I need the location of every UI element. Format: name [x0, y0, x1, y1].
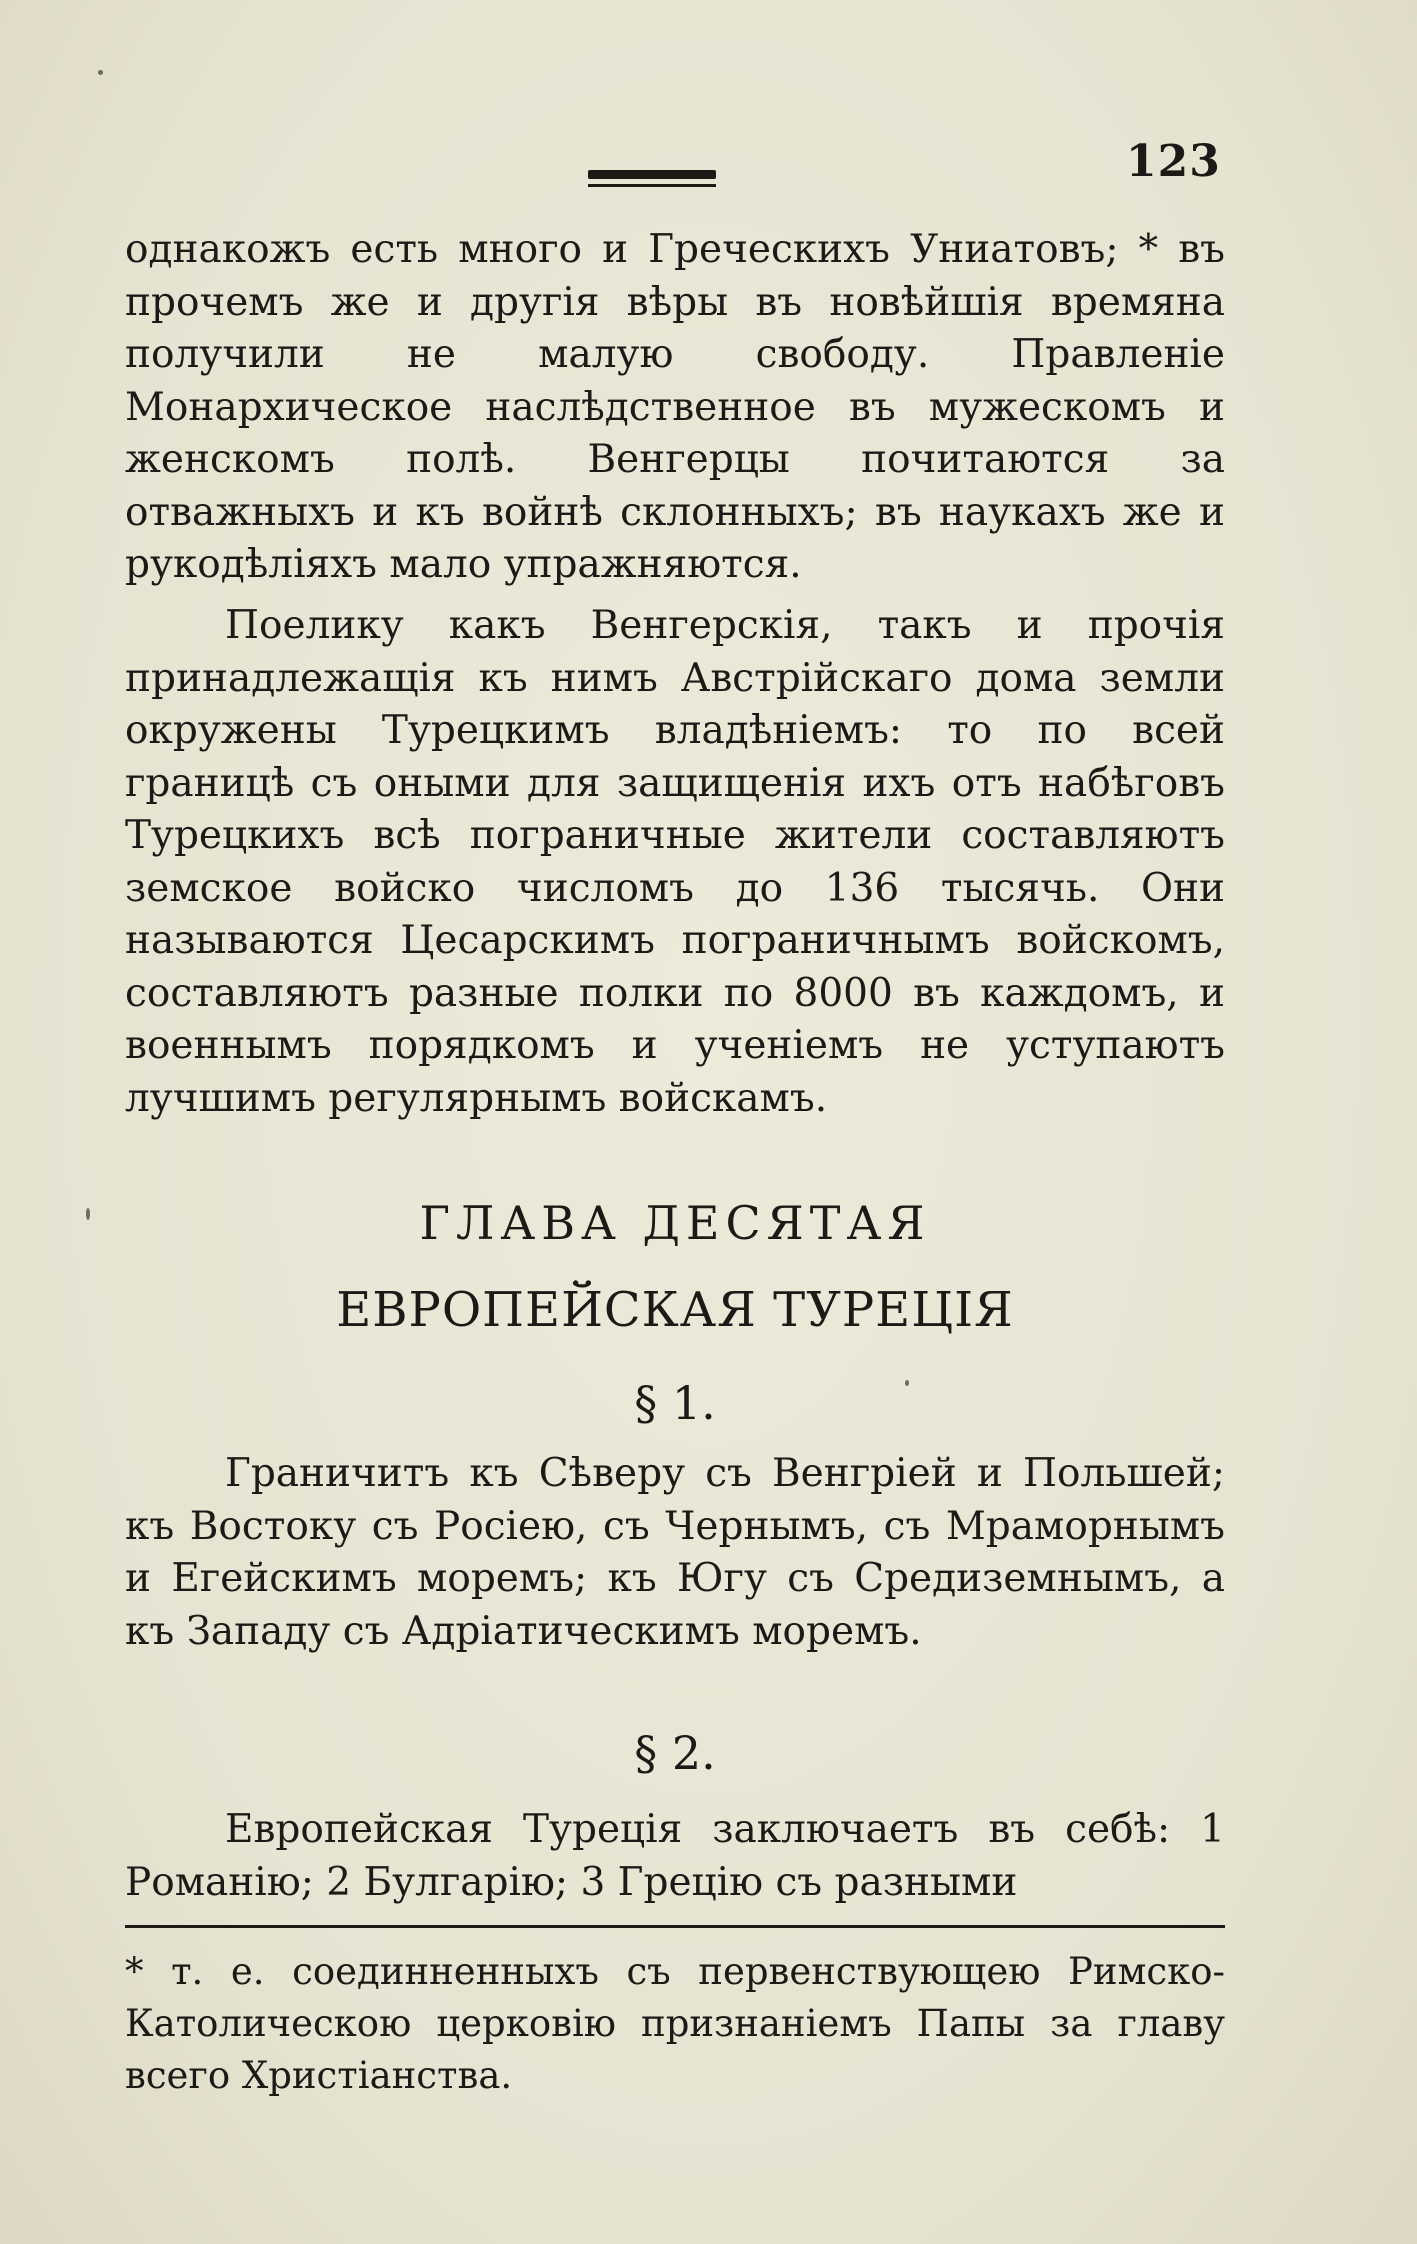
paragraph: Поелику какъ Венгерскія, такъ и прочія принадлежащія къ нимъ Австрійскаго дома земли окружены Турецкимъ владѣніемъ: то по всей границѣ съ оными для защищенія ихъ отъ набѣговъ Турецкихъ всѣ пограничные жители составляютъ земское войско числомъ до 136 тысячь. Они называются Цесарскимъ пограничнымъ войскомъ, составляютъ разные полки по 8000 въ каждомъ, и военнымъ порядкомъ и ученіемъ не уступаютъ лучшимъ регулярнымъ войскамъ. — [125, 603, 1225, 1121]
paragraph: однакожъ есть много и Греческихъ Униатовъ; * въ прочемъ же и другія вѣры въ новѣйшія времяна получили не малую свободу. Правленіе Монархическое наслѣдственное въ мужескомъ и женскомъ полѣ. Венгерцы почитаются за отважныхъ и къ войнѣ склонныхъ; въ наукахъ же и рукодѣліяхъ мало упражняются. — [125, 227, 1225, 587]
paper-speck — [86, 1208, 90, 1220]
footnote-text: * т. е. соединненныхъ съ первенствующею Римско-Католическою церковію признаніемъ Папы за главу всего Христіанства. — [125, 1950, 1225, 2097]
body-text-borders — [125, 600, 1225, 1125]
footnote-rule — [125, 1925, 1225, 1928]
section-2-text — [125, 1804, 1225, 1909]
page-number: 123 — [1126, 136, 1221, 187]
paragraph: Граничитъ къ Сѣверу съ Венгріей и Польшей; къ Востоку съ Росіею, съ Чернымъ, съ Мраморнымъ и Егейскимъ моремъ; къ Югу съ Средиземнымъ, а къ Западу съ Адріатическимъ моремъ. — [125, 1451, 1225, 1654]
paragraph: Европейская Турецiя заключаетъ въ себѣ: 1 Романію; 2 Булгарію; 3 Грецію съ разными — [125, 1807, 1225, 1905]
section-title: ЕВРОПЕЙСКАЯ ТУРЕЦІЯ — [336, 1282, 1014, 1338]
header-rule — [588, 170, 716, 179]
section-mark-1: § 1. — [634, 1376, 716, 1430]
body-text-top — [125, 224, 1225, 592]
paper-speck — [905, 1380, 909, 1386]
footnote — [125, 1946, 1225, 2102]
chapter-title: ГЛАВА ДЕСЯТАЯ — [419, 1196, 931, 1250]
section-mark-2: § 2. — [634, 1726, 716, 1780]
paper-speck — [98, 70, 103, 75]
section-1-text — [125, 1448, 1225, 1658]
